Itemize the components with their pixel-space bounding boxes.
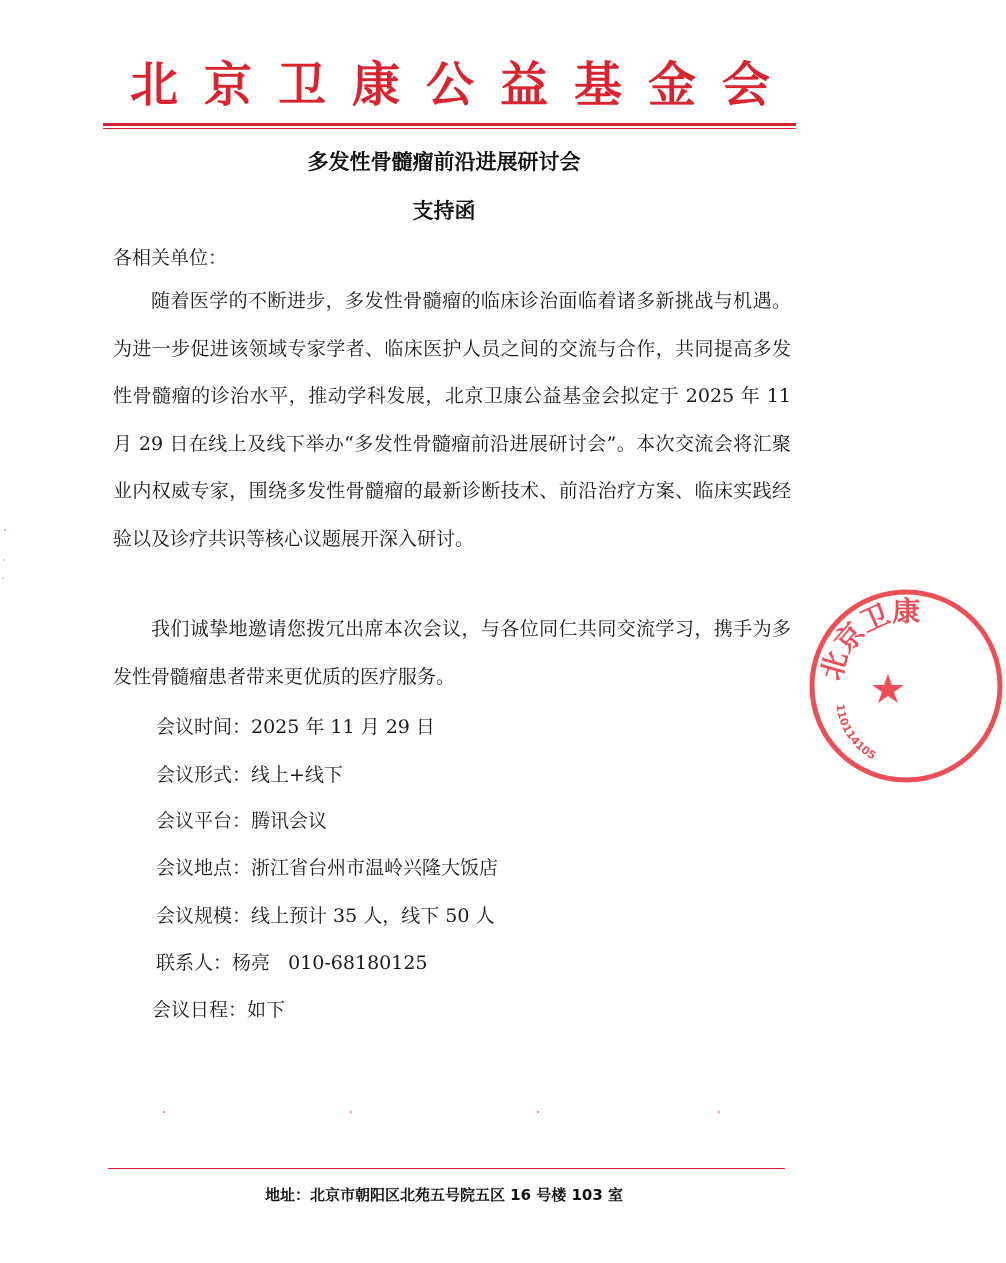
letterhead-rule (103, 123, 796, 126)
meeting-platform: 会议平台：腾讯会议 (156, 810, 328, 832)
footer-address: 地址：北京市朝阳区北苑五号院五区 16 号楼 103 室 (264, 1186, 624, 1204)
letterhead-org-name: 北京卫康公益基金会 (129, 57, 796, 113)
body-paragraph-2: 我们诚挚地邀请您拨冗出席本次会议，与各位同仁共同交流学习，携手为多发性骨髓瘤患者带来更优质的医疗服务。 (113, 618, 791, 688)
meeting-format: 会议形式：线上+线下 (156, 764, 343, 786)
meeting-schedule: 会议日程：如下 (152, 999, 286, 1021)
seal-star-icon (872, 674, 904, 703)
seal-number: 110114105 (833, 703, 879, 763)
seal-text: 北京卫康 (814, 594, 921, 684)
meeting-contact: 联系人：杨亮 010-68180125 (156, 952, 428, 974)
body-paragraph-1: 随着医学的不断进步，多发性骨髓瘤的临床诊治面临着诸多新挑战与机遇。为进一步促进该领域专家学者、临床医护人员之间的交流与合作，共同提高多发性骨髓瘤的诊治水平，推动学科发展，北京卫康公益基金会拟定于 2025 年 11 月 29 日在线上及线下举办“多发性骨髓瘤前沿进展研讨会”。本次交流会将汇聚业内权威专家，围绕多发性骨髓瘤的最新诊断技术、前沿治疗方案、临床实践经验以及诊疗共识等核心议题展开深入研讨。 (113, 290, 791, 550)
meeting-location: 会议地点：浙江省台州市温岭兴隆大饭店 (156, 857, 499, 879)
letterhead-rule-thin (103, 128, 796, 129)
official-seal-stamp (806, 586, 1006, 786)
meeting-scale: 会议规模：线上预计 35 人，线下 50 人 (156, 905, 495, 927)
svg-text:北京卫康 (815, 595, 921, 684)
meeting-time: 会议时间：2025 年 11 月 29 日 (156, 716, 435, 738)
document-title: 多发性骨髓瘤前沿进展研讨会 (307, 150, 581, 174)
document-subtitle: 支持函 (412, 199, 476, 223)
footer-rule (108, 1168, 785, 1169)
salutation: 各相关单位： (113, 247, 228, 269)
